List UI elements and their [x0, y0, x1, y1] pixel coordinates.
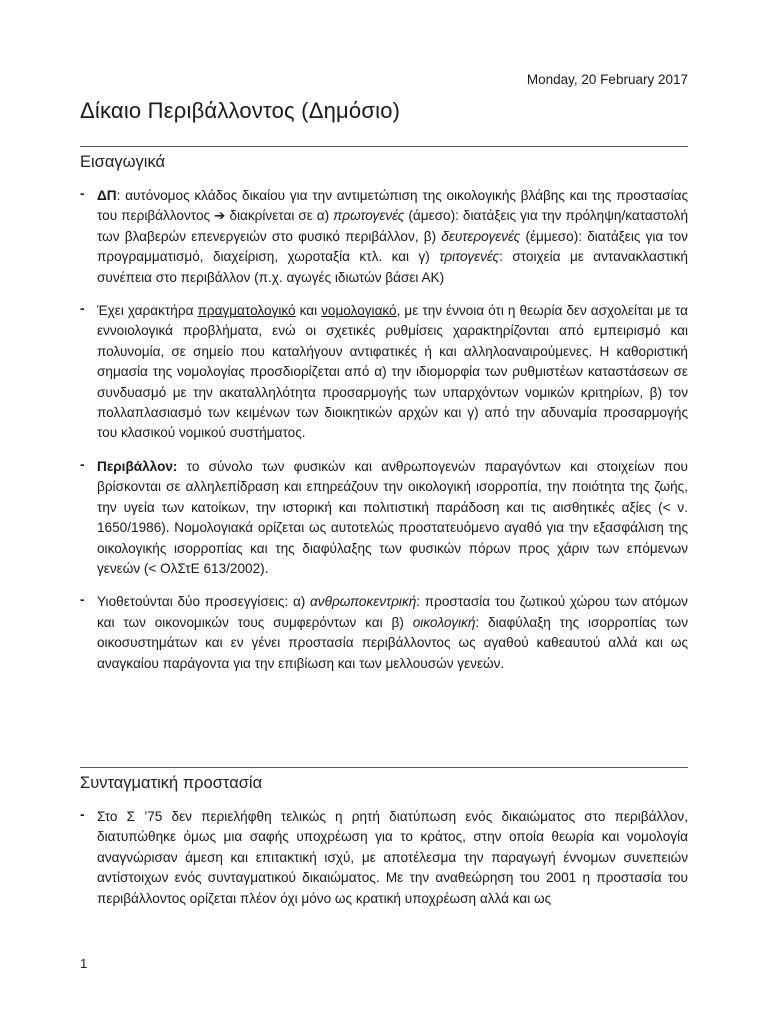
text-run: το σύνολο των φυσικών και ανθρωπογενών παραγόντων και στοιχείων που βρίσκονται σε αλληλεπίδραση και επηρεάζουν την οικολογική ισορροπία, την ποιότητα της ζωής, την υγεία των κατοίκων, την ιστορική και πολιτιστική παράδοση και τις αισθητικές αξίες (< ν. 1650/1986). Νομολογιακά ορίζεται ως αυτοτελώς προστατευόμενο αγαθό για την εξασφάλιση της οικολογικής ισορροπίας και της διαφύλαξης των φυσικών πόρων προς χάριν των επόμενων γενεών (< ΟλΣτΕ 613/2002).: [97, 458, 688, 576]
text-run: (άμεσο): διατάξεις για την πρόληψη/καταστολή των βλαβερών επενεργειών στο φυσικό περιβάλλον, β): [97, 208, 688, 244]
text-run: και: [295, 303, 322, 319]
bullet-marker: -: [80, 592, 85, 608]
paragraph-list: [80, 186, 688, 674]
text-run: οικολογική: [412, 614, 476, 630]
section-heading: Εισαγωγικά: [80, 146, 688, 172]
bullet-marker: -: [80, 456, 85, 472]
text-run: , με την έννοια ότι η θεωρία δεν ασχολείται με τα εννοιολογικά προβλήματα, ενώ οι σχετικές ρυθμίσεις χαρακτηρίζονται από εμπειρισμό και πολυνομία, σε σημείο που καταλήγουν αντιφατικές ή και αλληλοαναιρούμενες. Η καθοριστική σημασία της νομολογίας προσδιορίζεται από α) την ιδιομορφία των ρυθμιστέων καταστάσεων σε συνδυασμό με την ακαταλληλότητα προσαρμογής των υπαρχόντων νομικών κριτηρίων, β) τον πολλαπλασιασμό των κειμένων των διοικητικών αρχών και γ) από την αδυναμία προσαρμογής του κλασικού νομικού συστήματος.: [97, 303, 689, 441]
bullet-marker: -: [80, 186, 85, 201]
bullet-paragraph: [80, 807, 688, 909]
text-run: πρωτογενές: [333, 208, 405, 224]
text-run: ΔΠ: [97, 188, 117, 203]
page-number: 1: [80, 956, 88, 971]
text-run: Υιοθετούνται δύο προσεγγίσεις: α): [97, 594, 311, 610]
text-run: πραγματολογικό: [197, 303, 296, 319]
text-run: ανθρωποκεντρική: [310, 594, 417, 610]
paragraph-list: [80, 807, 688, 909]
section-heading: Συνταγματική προστασία: [80, 767, 688, 793]
text-run: δευτερογενές: [441, 228, 521, 244]
text-run: : αυτόνομος κλάδος δικαίου για την αντιμετώπιση της οικολογικής βλάβης και της προστασίας του περιβάλλοντος ➔ διακρίνεται σε α): [97, 188, 688, 224]
section-introduction: [80, 146, 688, 687]
text-run: Έχει χαρακτήρα: [97, 303, 198, 319]
bullet-paragraph: [80, 186, 688, 288]
section-constitutional-protection: [80, 767, 688, 922]
page-title: Δίκαιο Περιβάλλοντος (Δημόσιο): [80, 98, 401, 123]
text-run: (έμμεσο): διατάξεις για τον προγραμματισμό, διαχείριση, χωροταξία κτλ. και γ): [97, 228, 688, 265]
text-run: Στο Σ ’75 δεν περιελήφθη τελικώς η ρητή διατύπωση ενός δικαιώματος στο περιβάλλον, διατυπώθηκε όμως μια σαφής υποχρέωση για το κράτος, στην οποία θεωρία και νομολογία αναγνώρισαν άμεση και επιτακτική ισχύ, με αποτέλεσμα την παραγωγή έννομων συνεπειών αντίστοιχων ενός συνταγματικού δικαιώματος. Με την αναθεώρηση του 2001 η προστασία του περιβάλλοντος ορίζεται πλέον όχι μόνο ως κρατική υποχρέωση αλλά και ως: [97, 809, 688, 906]
bullet-paragraph: [80, 301, 688, 444]
text-run: νομολογιακό: [321, 303, 397, 319]
bullet-marker: -: [80, 807, 85, 822]
text-run: : προστασία του ζωτικού χώρου των ατόμων και των οικονομικών τους συμφερόντων και β): [97, 594, 688, 630]
text-run: : διαφύλαξη της ισορροπίας των οικοσυστημάτων και εν γένει προστασία περιβάλλοντος ως αγαθού καθεαυτού αλλά και ως αναγκαίου παράγοντα για την επιβίωση και των μελλουσών γενεών.: [97, 614, 688, 671]
bullet-paragraph: [80, 457, 688, 579]
text-run: Περιβάλλον:: [97, 458, 178, 474]
date-line: Monday, 20 February 2017: [526, 72, 688, 87]
bullet-marker: -: [80, 301, 85, 317]
text-run: : στοιχεία με αντανακλαστική συνέπεια στο περιβάλλον (π.χ. αγωγές ιδιωτών βάσει ΑΚ): [97, 249, 688, 285]
text-run: τριτογενές: [439, 249, 500, 265]
bullet-paragraph: [80, 592, 688, 674]
